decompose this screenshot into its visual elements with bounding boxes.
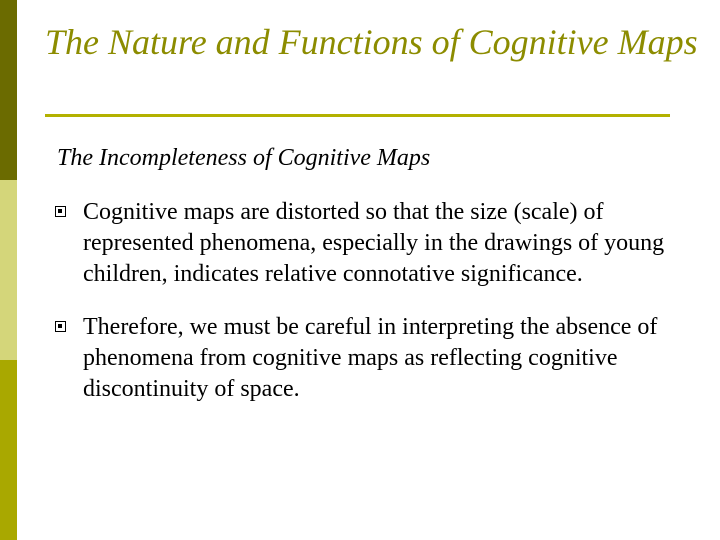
bullet-list — [55, 197, 665, 427]
slide-subtitle: The Incompleteness of Cognitive Maps — [57, 145, 431, 171]
title-divider — [45, 114, 670, 117]
square-bullet-icon — [55, 321, 66, 332]
side-accent-bar-middle — [0, 180, 17, 360]
bullet-item — [55, 312, 665, 405]
bullet-text: Therefore, we must be careful in interpreting the absence of phenomena from cognitive maps as reflecting cognitive discontinuity of space. — [83, 314, 658, 402]
square-bullet-icon — [55, 206, 66, 217]
bullet-item — [55, 197, 665, 290]
side-accent-bar-top — [0, 0, 17, 180]
bullet-text: Cognitive maps are distorted so that the size (scale) of represented phenomena, especially in the drawings of young children, indicates relative connotative significance. — [83, 199, 665, 287]
side-accent-bar-bottom — [0, 360, 17, 540]
slide-title: The Nature and Functions of Cognitive Maps — [45, 22, 698, 62]
